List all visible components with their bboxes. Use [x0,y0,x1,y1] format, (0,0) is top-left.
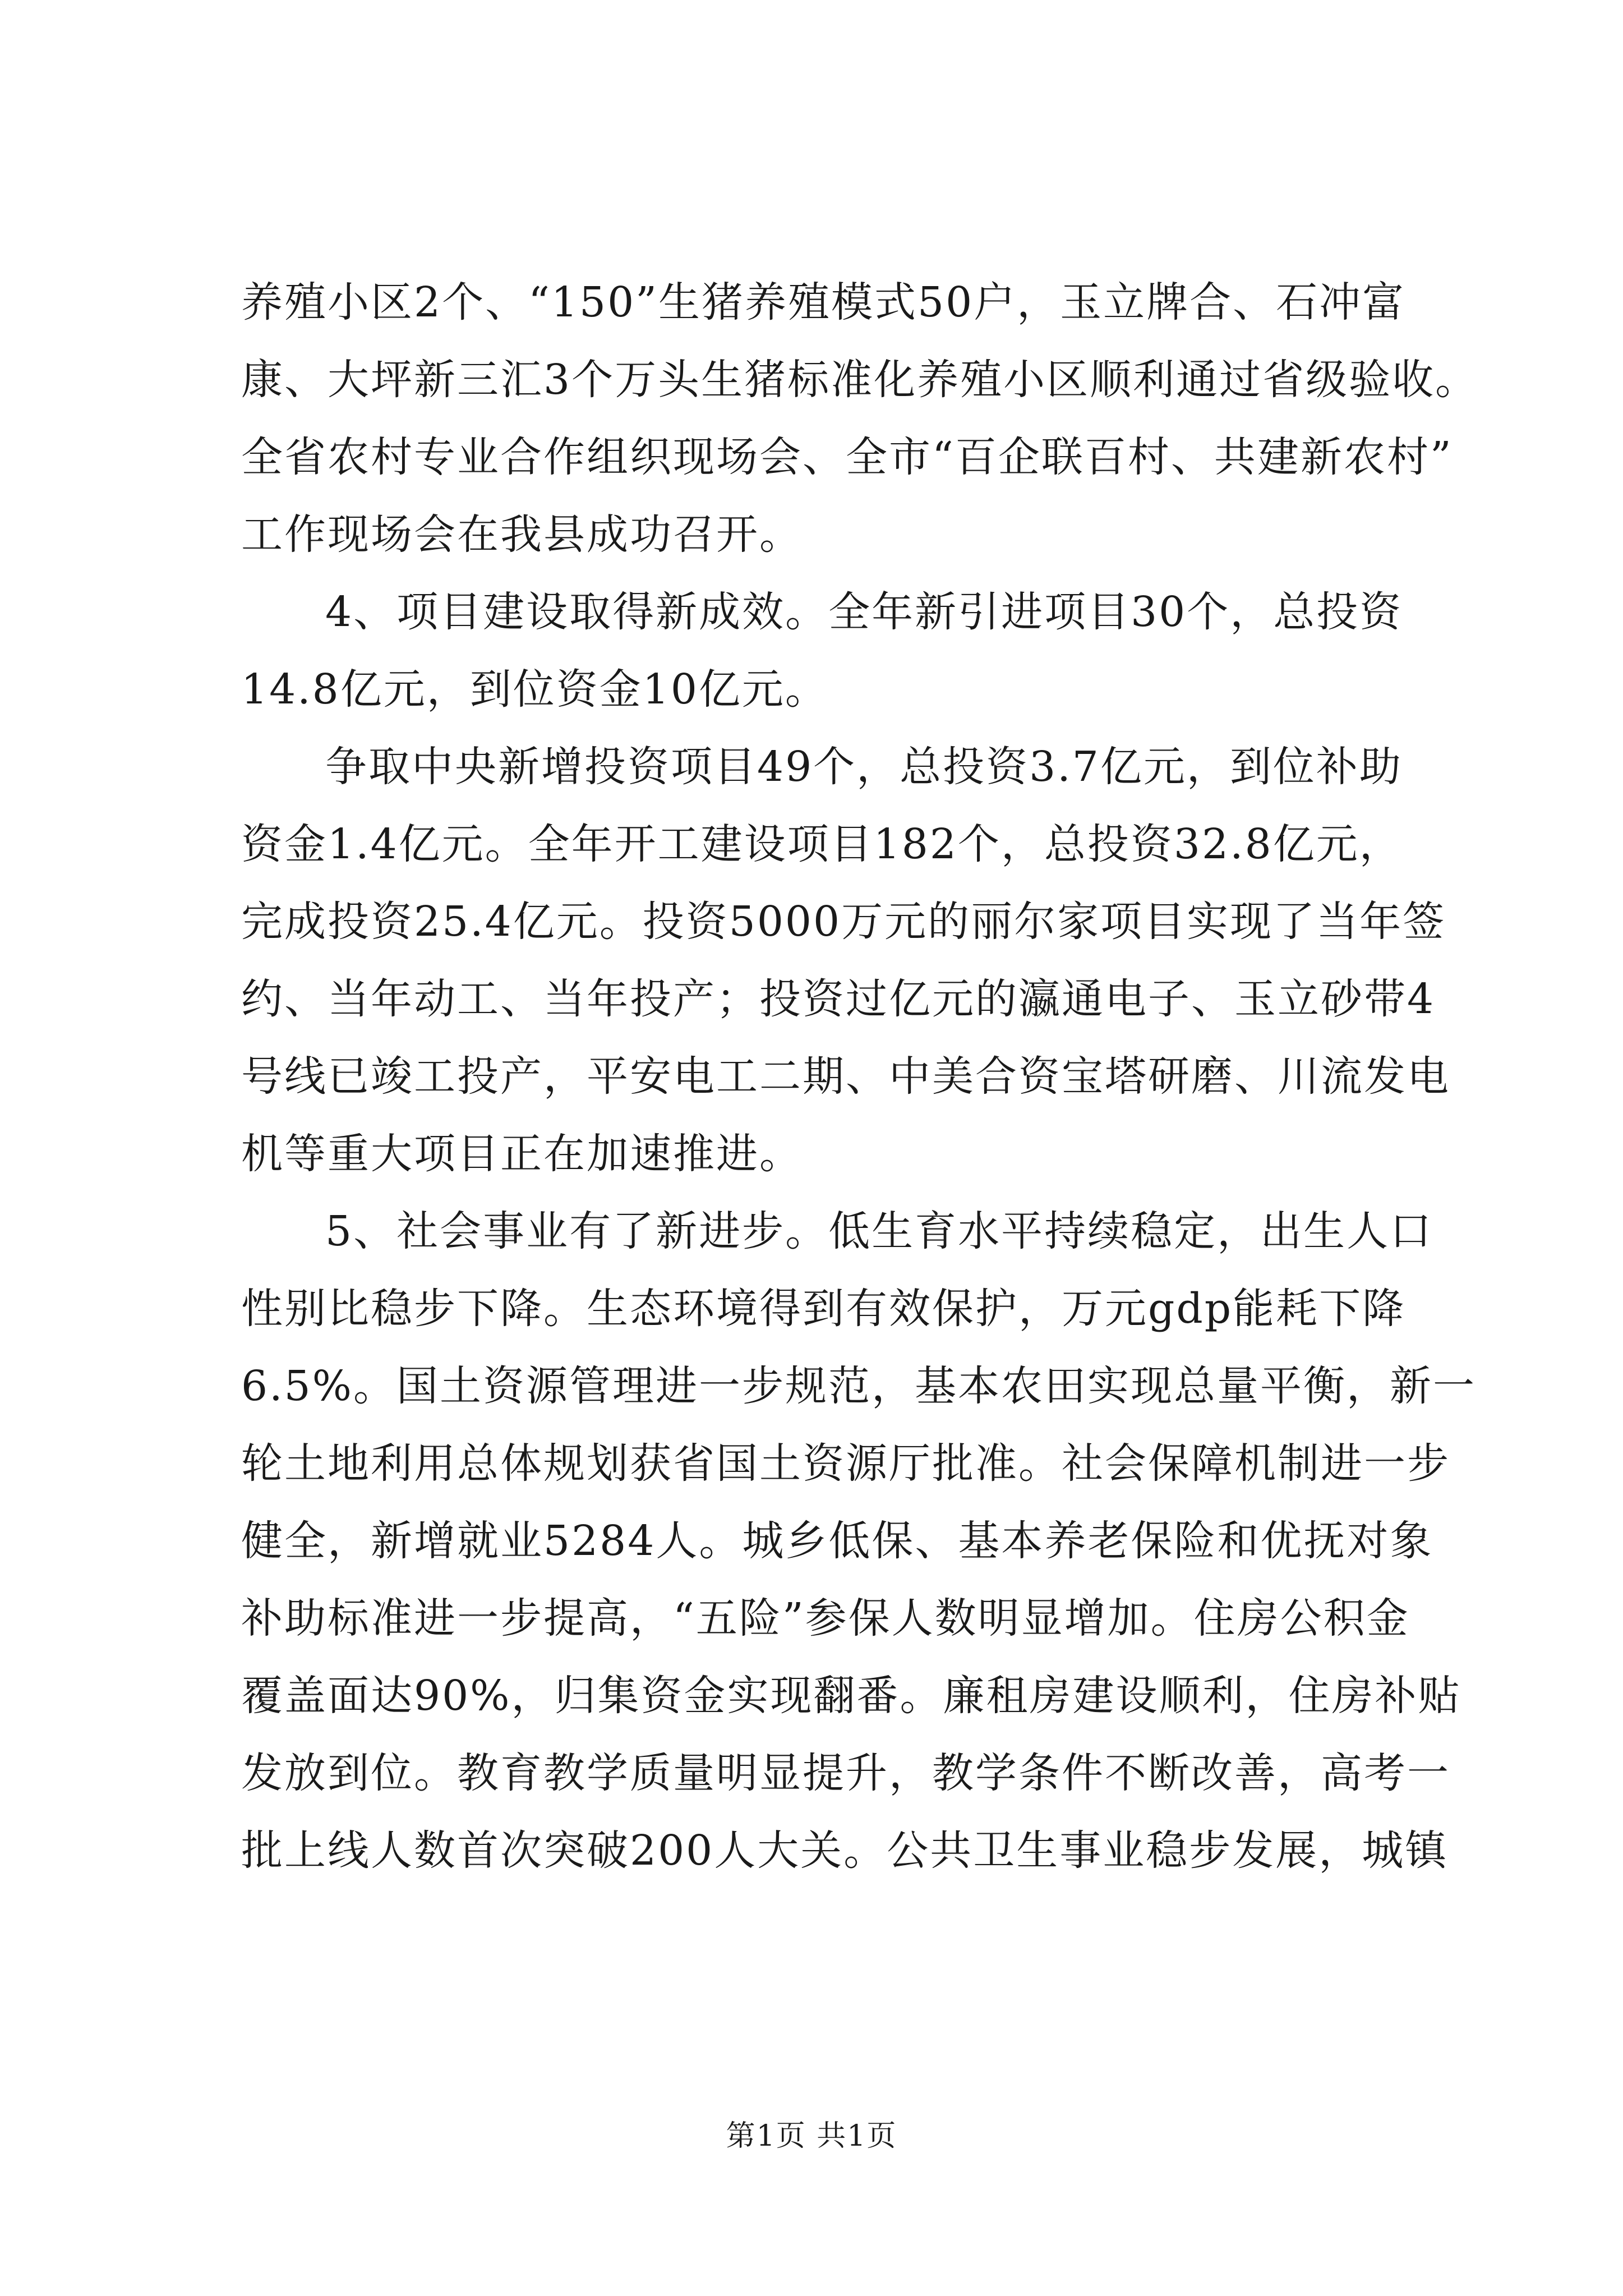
page-number-label: 第1页 共1页 [726,2119,897,2153]
text-line: 覆盖面达90%，归集资金实现翻番。廉租房建设顺利，住房补贴 [241,1672,1461,1720]
text-line: 争取中央新增投资项目49个，总投资3.7亿元，到位补助 [325,743,1403,791]
text-line: 4、项目建设取得新成效。全年新引进项目30个，总投资 [325,588,1403,636]
text-line: 健全，新增就业5284人。城乡低保、基本养老保险和优抚对象 [241,1517,1433,1565]
text-line: 资金1.4亿元。全年开工建设项目182个，总投资32.8亿元， [241,820,1403,868]
text-line: 机等重大项目正在加速推进。 [241,1130,803,1178]
text-line: 5、社会事业有了新进步。低生育水平持续稳定，出生人口 [325,1207,1433,1255]
text-line: 补助标准进一步提高，“五险”参保人数明显增加。住房公积金 [241,1594,1410,1642]
text-line: 工作现场会在我县成功召开。 [241,510,803,559]
text-line: 发放到位。教育教学质量明显提升，教学条件不断改善，高考一 [241,1749,1450,1797]
text-line: 轮土地利用总体规划获省国土资源厅批准。社会保障机制进一步 [241,1439,1450,1488]
text-line: 全省农村专业合作组织现场会、全市“百企联百村、共建新农村” [241,433,1453,481]
text-line: 康、大坪新三汇3个万头生猪标准化养殖小区顺利通过省级验收。 [241,356,1479,404]
text-line: 14.8亿元，到位资金10亿元。 [241,665,828,714]
text-line: 号线已竣工投产，平安电工二期、中美合资宝塔研磨、川流发电 [241,1052,1450,1101]
text-line: 完成投资25.4亿元。投资5000万元的丽尔家项目实现了当年签 [241,898,1446,946]
text-line: 6.5%。国土资源管理进一步规范，基本农田实现总量平衡，新一 [241,1362,1476,1410]
document-body [241,264,1479,1889]
page-footer [0,2112,1623,2154]
text-line: 性别比稳步下降。生态环境得到有效保护，万元gdp能耗下降 [241,1285,1406,1333]
text-line: 批上线人数首次突破200人大关。公共卫生事业稳步发展，城镇 [241,1826,1449,1875]
text-line: 养殖小区2个、“150”生猪养殖模式50户，玉立牌合、石冲富 [241,278,1406,326]
text-line: 约、当年动工、当年投产；投资过亿元的瀛通电子、玉立砂带4 [241,975,1436,1023]
